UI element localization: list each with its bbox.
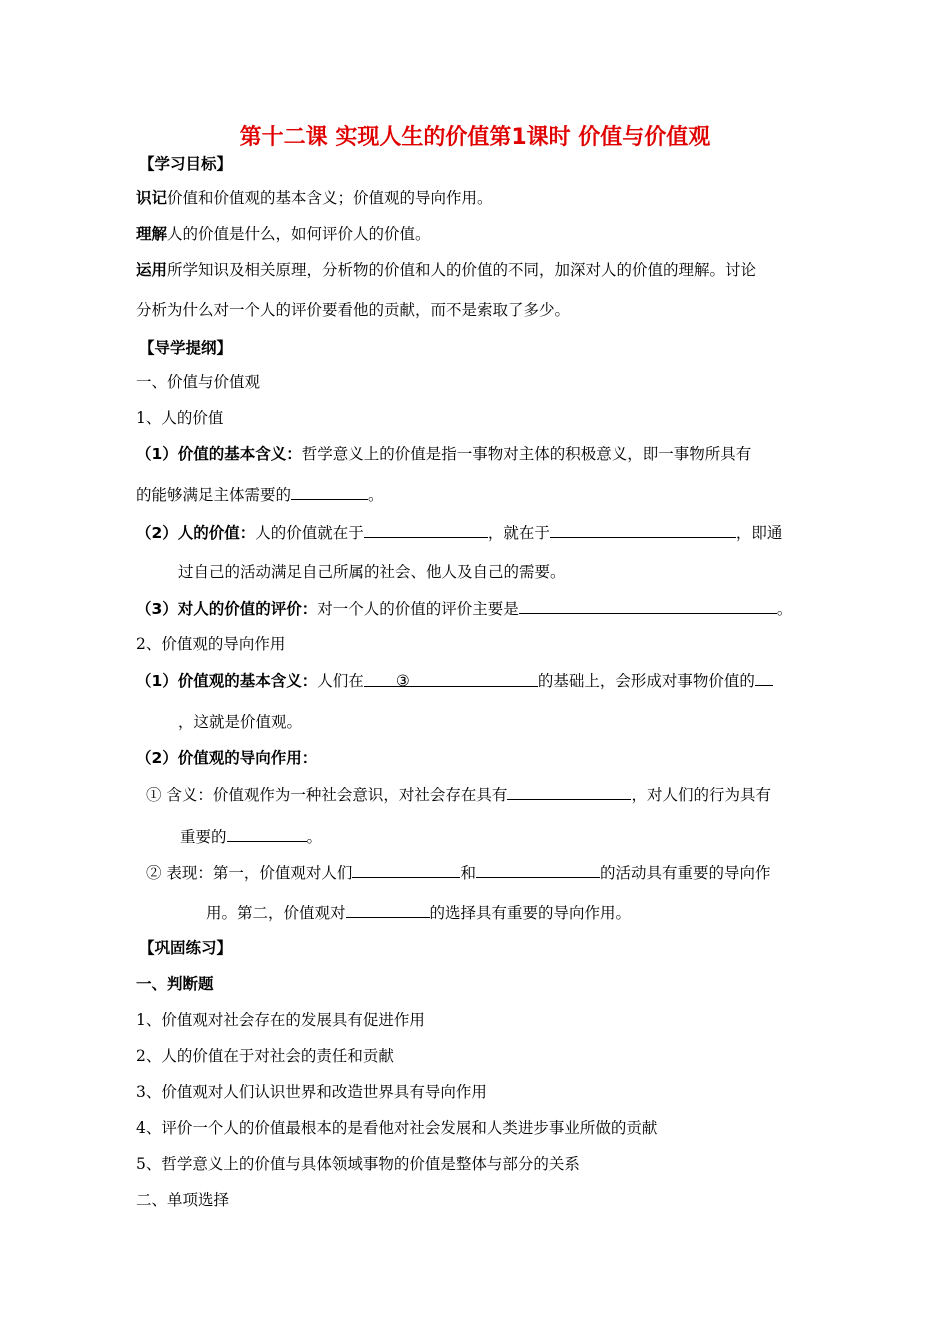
outline-item-7 (146, 862, 770, 883)
objectives-heading: 【学习目标】 (139, 155, 233, 173)
outline-item-4 (136, 670, 773, 691)
item4-label: （1）价值观的基本含义： (136, 672, 318, 690)
fill-blank[interactable] (364, 522, 488, 538)
item2-text-b: ，就在于 (487, 524, 550, 542)
fill-blank[interactable] (507, 784, 631, 800)
outline-item-1-continued (136, 484, 384, 505)
item2-text-a: 人的价值就在于 (255, 524, 364, 542)
item7-text-a: ② 表现：第一，价值观对人们 (146, 864, 353, 882)
fill-blank[interactable] (476, 862, 600, 878)
item7-cont-a: 用。第二，价值观对 (206, 904, 346, 922)
item1-cont-b: 。 (368, 486, 384, 504)
fill-blank[interactable] (755, 670, 773, 686)
objective-apply-continued: 分析为什么对一个人的评价要看他的贡献，而不是索取了多少。 (136, 301, 571, 319)
item7-text-b: 和 (460, 864, 476, 882)
item3-text-a: 对一个人的价值的评价主要是 (317, 600, 519, 618)
item4-text-a: 人们在 (317, 672, 364, 690)
item2-text-c: ，即通 (735, 524, 783, 542)
objective-understand (136, 224, 431, 244)
item7-cont-b: 的选择具有重要的导向作用。 (429, 904, 632, 922)
memorize-text: 价值和价值观的基本含义；价值观的导向作用。 (167, 189, 493, 207)
list-item: 4、评价一个人的价值最根本的是看他对社会发展和人类进步事业所做的贡献 (136, 1119, 658, 1137)
fill-blank[interactable] (550, 522, 736, 538)
item4-text-b: 的基础上，会形成对事物价值的 (537, 672, 755, 690)
blank-marker: ③ (395, 672, 410, 690)
practice-section-1: 一、判断题 (136, 975, 214, 993)
outline-item-6-continued (180, 826, 322, 847)
outline-item-7-continued (206, 902, 631, 923)
fill-blank[interactable] (519, 598, 777, 614)
outline-item-4-continued: ，这就是价值观。 (178, 713, 303, 731)
item1-cont-a: 的能够满足主体需要的 (136, 486, 292, 504)
practice-heading: 【巩固练习】 (139, 939, 233, 957)
page-title: 第十二课 实现人生的价值第1课时 价值与价值观 (239, 125, 711, 150)
fill-blank[interactable] (291, 484, 368, 500)
apply-label: 运用 (136, 261, 168, 279)
understand-label: 理解 (136, 225, 168, 243)
apply-text: 所学知识及相关原理，分析物的价值和人的价值的不同，加深对人的价值的理解。讨论 (167, 261, 757, 279)
item6-cont-b: 。 (306, 828, 323, 846)
item7-text-c: 的活动具有重要的导向作 (599, 864, 771, 882)
item6-text-b: ，对人们的行为具有 (631, 786, 771, 804)
outline-item-2 (136, 522, 782, 543)
outline-item-5: （2）价值观的导向作用： (136, 749, 318, 767)
item3-text-b: 。 (776, 600, 793, 618)
outline-section-1: 一、价值与价值观 (136, 373, 261, 391)
item6-cont-a: 重要的 (180, 828, 227, 846)
fill-blank[interactable] (352, 862, 460, 878)
list-item: 1、价值观对社会存在的发展具有促进作用 (136, 1011, 425, 1029)
objective-memorize (136, 188, 493, 208)
item1-text: 哲学意义上的价值是指一事物对主体的积极意义，即一事物所具有 (301, 445, 752, 463)
item2-label: （2）人的价值： (136, 524, 256, 542)
understand-text: 人的价值是什么，如何评价人的价值。 (167, 225, 431, 243)
outline-sub-2: 2、价值观的导向作用 (136, 635, 286, 653)
list-item: 5、哲学意义上的价值与具体领域事物的价值是整体与部分的关系 (136, 1155, 580, 1173)
item6-text-a: ① 含义：价值观作为一种社会意识，对社会存在具有 (146, 786, 508, 804)
fill-blank[interactable] (227, 826, 307, 842)
outline-item-3 (136, 598, 792, 619)
list-item: 2、人的价值在于对社会的责任和贡献 (136, 1047, 394, 1065)
outline-item-2-continued: 过自己的活动满足自己所属的社会、他人及自己的需要。 (178, 563, 566, 581)
memorize-label: 识记 (136, 189, 168, 207)
item1-label: （1）价值的基本含义： (136, 445, 302, 463)
fill-blank[interactable] (364, 671, 538, 690)
objective-apply (136, 260, 756, 280)
outline-sub-1: 1、人的价值 (136, 409, 224, 427)
list-item: 3、价值观对人们认识世界和改造世界具有导向作用 (136, 1083, 487, 1101)
item3-label: （3）对人的价值的评价： (136, 600, 318, 618)
fill-blank[interactable] (346, 902, 430, 918)
outline-item-1 (136, 444, 751, 464)
outline-heading: 【导学提纲】 (139, 339, 233, 357)
practice-section-2: 二、单项选择 (136, 1191, 230, 1209)
outline-item-6 (146, 784, 771, 805)
